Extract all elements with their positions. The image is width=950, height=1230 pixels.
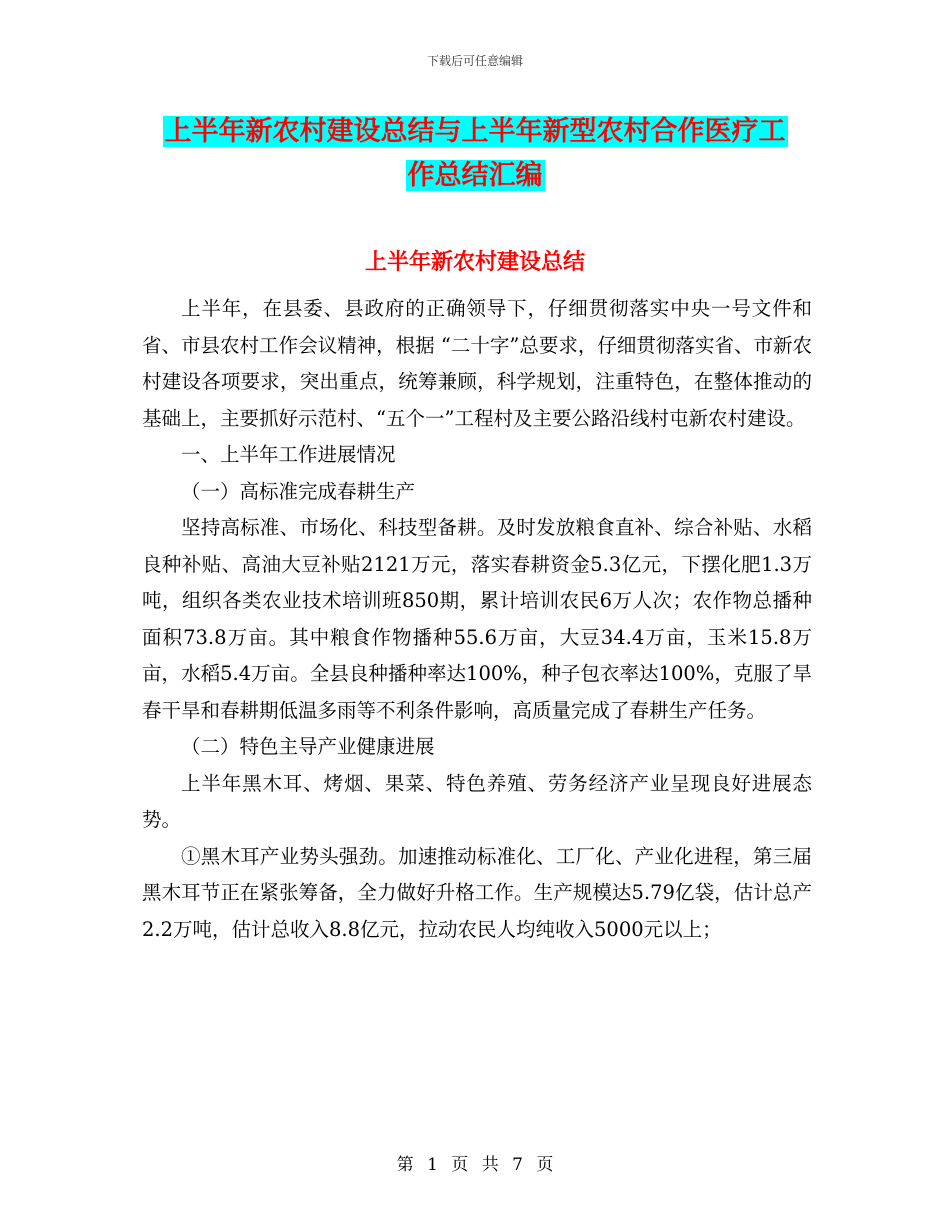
footer-total-label: 共 xyxy=(481,1155,499,1175)
page-current: 1 xyxy=(427,1155,438,1175)
header-note: 下载后可任意编辑 xyxy=(426,54,523,68)
footer-prefix: 第 xyxy=(396,1155,414,1175)
paragraph-intro: 上半年，在县委、县政府的正确领导下，仔细贯彻落实中央一号文件和省、市县农村工作会议精神，根据 “二十字”总要求，仔细贯彻落实省、市新农村建设各项要求，突出重点，统筹兼顾，科学规划，注重特色，在整体推动的基础上，主要抓好示范村、“五个一”工程村及主要公路沿线村屯新农村建设。 xyxy=(142,297,812,430)
heading-work-progress: 一、上半年工作进展情况 xyxy=(181,443,396,466)
page-footer xyxy=(0,1153,950,1177)
footer-suffix: 页 xyxy=(536,1155,554,1175)
page-total: 7 xyxy=(512,1155,523,1175)
paragraph-spring-farming: 坚持高标准、市场化、科技型备耕。及时发放粮食直补、综合补贴、水稻良种补贴、高油大豆补贴2121万元，落实春耕资金5.3亿元，下摆化肥1.3万吨，组织各类农业技术培训班850期，累计培训农民6万人次；农作物总播种面积73.8万亩。其中粮食作物播种55.6万亩，大豆34.4万亩，玉米15.8万亩，水稻5.4万亩。全县良种播种率达100%，种子包衣率达100%，克服了旱春干旱和春耕期低温多雨等不利条件影响，高质量完成了春耕生产任务。 xyxy=(142,516,812,722)
document-title-line-1: 上半年新农村建设总结与上半年新型农村合作医疗工 xyxy=(164,116,786,147)
subheading-spring-farming: （一）高标准完成春耕生产 xyxy=(181,479,416,503)
section-title: 上半年新农村建设总结 xyxy=(364,249,585,275)
footer-mid: 页 xyxy=(451,1155,469,1175)
document-body xyxy=(142,291,812,948)
document-title xyxy=(0,110,950,198)
paragraph-industry: 上半年黑木耳、烤烟、果菜、特色养殖、劳务经济产业呈现良好进展态势。 xyxy=(142,771,812,831)
document-title-line-2: 作总结汇编 xyxy=(407,160,543,191)
paragraph-black-fungus: ①黑木耳产业势头强劲。加速推动标准化、工厂化、产业化进程，第三届黑木耳节正在紧张筹备，全力做好升格工作。生产规模达5.79亿袋，估计总产2.2万吨，估计总收入8.8亿元，拉动农民人均纯收入5000元以上； xyxy=(142,844,812,941)
subheading-industry: （二）特色主导产业健康进展 xyxy=(181,735,435,758)
